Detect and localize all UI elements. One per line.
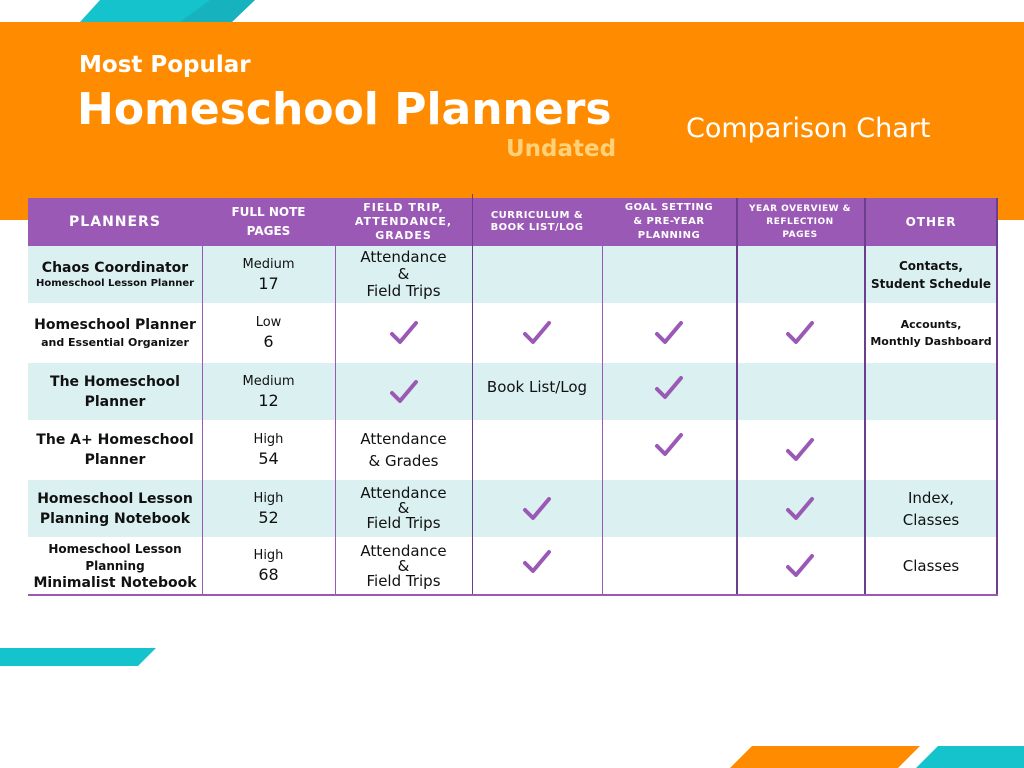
column-divider <box>864 198 866 596</box>
left-stripe-decoration <box>0 646 160 668</box>
checkmark-icon <box>522 549 552 575</box>
column-divider <box>472 194 473 596</box>
field-trip-text: & <box>397 265 410 283</box>
planner-name: The Homeschool <box>50 373 180 390</box>
checkmark-icon <box>522 320 552 346</box>
page-level: Medium <box>242 373 295 389</box>
column-divider <box>602 198 603 596</box>
planner-name: Homeschool Lesson <box>37 490 193 507</box>
planner-subname: and Essential Organizer <box>41 336 189 349</box>
page-count: 12 <box>258 390 279 410</box>
header-curriculum: CURRICULUM & BOOK LIST/LOG <box>472 198 602 246</box>
page-count: 6 <box>263 332 274 351</box>
column-divider <box>202 198 203 596</box>
field-trip-text: Attendance <box>360 541 447 560</box>
curriculum-text: Book List/Log <box>486 378 588 396</box>
planner-name: Homeschool Planner <box>34 317 196 333</box>
column-divider <box>996 198 998 596</box>
planner-name: Planner <box>84 393 146 410</box>
table-bottom-border <box>28 594 998 596</box>
field-trip-text: Attendance <box>360 430 447 448</box>
field-trip-text: Field Trips <box>366 571 441 590</box>
page-count: 54 <box>258 449 279 468</box>
planner-name: Planning Notebook <box>39 510 191 527</box>
checkmark-icon <box>785 320 815 346</box>
checkmark-icon <box>785 553 815 579</box>
checkmark-icon <box>389 379 419 405</box>
page-level: High <box>253 432 284 447</box>
checkmark-icon <box>654 375 684 401</box>
title-most-popular: Most Popular <box>79 52 251 78</box>
header-year-overview: YEAR OVERVIEW & REFLECTION PAGES <box>736 198 864 246</box>
checkmark-icon <box>389 320 419 346</box>
field-trip-text: Field Trips <box>366 282 441 300</box>
field-trip-text: & <box>397 499 410 517</box>
checkmark-icon <box>654 320 684 346</box>
planner-name: Minimalist Notebook <box>33 574 197 591</box>
other-text: Index, <box>907 488 955 507</box>
checkmark-icon <box>654 432 684 458</box>
page-count: 68 <box>258 565 279 584</box>
page-level: High <box>253 490 284 506</box>
title-comparison-chart: Comparison Chart <box>686 113 931 144</box>
header-goal-setting: GOAL SETTING & PRE-YEAR PLANNING <box>602 198 736 246</box>
header-planners: PLANNERS <box>28 198 202 246</box>
checkmark-icon <box>785 496 815 522</box>
page-count: 52 <box>258 507 279 527</box>
other-text: Classes <box>902 557 960 575</box>
top-stripe-decoration <box>0 0 1024 24</box>
field-trip-text: Field Trips <box>366 514 441 532</box>
title-undated: Undated <box>506 136 617 162</box>
checkmark-icon <box>522 496 552 522</box>
header-field-trip: FIELD TRIP, ATTENDANCE, GRADES <box>335 198 472 246</box>
field-trip-text: Attendance <box>360 484 447 502</box>
table-row <box>28 246 998 303</box>
table-row <box>28 537 998 595</box>
field-trip-text: Attendance <box>360 248 447 266</box>
comparison-table <box>28 198 998 596</box>
page-level: Low <box>255 315 282 330</box>
field-trip-text: & Grades <box>368 452 439 470</box>
table-row <box>28 303 998 363</box>
table-row <box>28 420 998 480</box>
other-text: Monthly Dashboard <box>870 335 992 348</box>
planner-subname: Homeschool Lesson <box>48 541 182 556</box>
planner-subname: Planning <box>85 558 145 573</box>
header-other: OTHER <box>864 198 998 246</box>
other-text: Contacts, <box>899 258 963 273</box>
page-count: 17 <box>258 273 279 293</box>
page-level: High <box>253 548 284 563</box>
column-divider <box>335 198 336 596</box>
other-text: Student Schedule <box>871 276 991 291</box>
other-text: Classes <box>902 510 960 529</box>
table-row <box>28 480 998 537</box>
checkmark-icon <box>785 437 815 463</box>
planner-subname: Homeschool Lesson Planner <box>35 278 195 289</box>
planner-name: Planner <box>84 452 146 468</box>
bottom-stripe-decoration <box>730 740 1024 768</box>
header-full-note-pages: FULL NOTE PAGES <box>202 198 335 246</box>
title-homeschool-planners: Homeschool Planners <box>77 84 612 135</box>
planner-name: Chaos Coordinator <box>41 260 189 276</box>
column-divider <box>736 198 738 596</box>
table-row <box>28 363 998 420</box>
planner-name: The A+ Homeschool <box>36 432 194 448</box>
field-trip-text: & <box>397 556 410 575</box>
page-level: Medium <box>242 256 295 272</box>
other-text: Accounts, <box>900 318 962 331</box>
